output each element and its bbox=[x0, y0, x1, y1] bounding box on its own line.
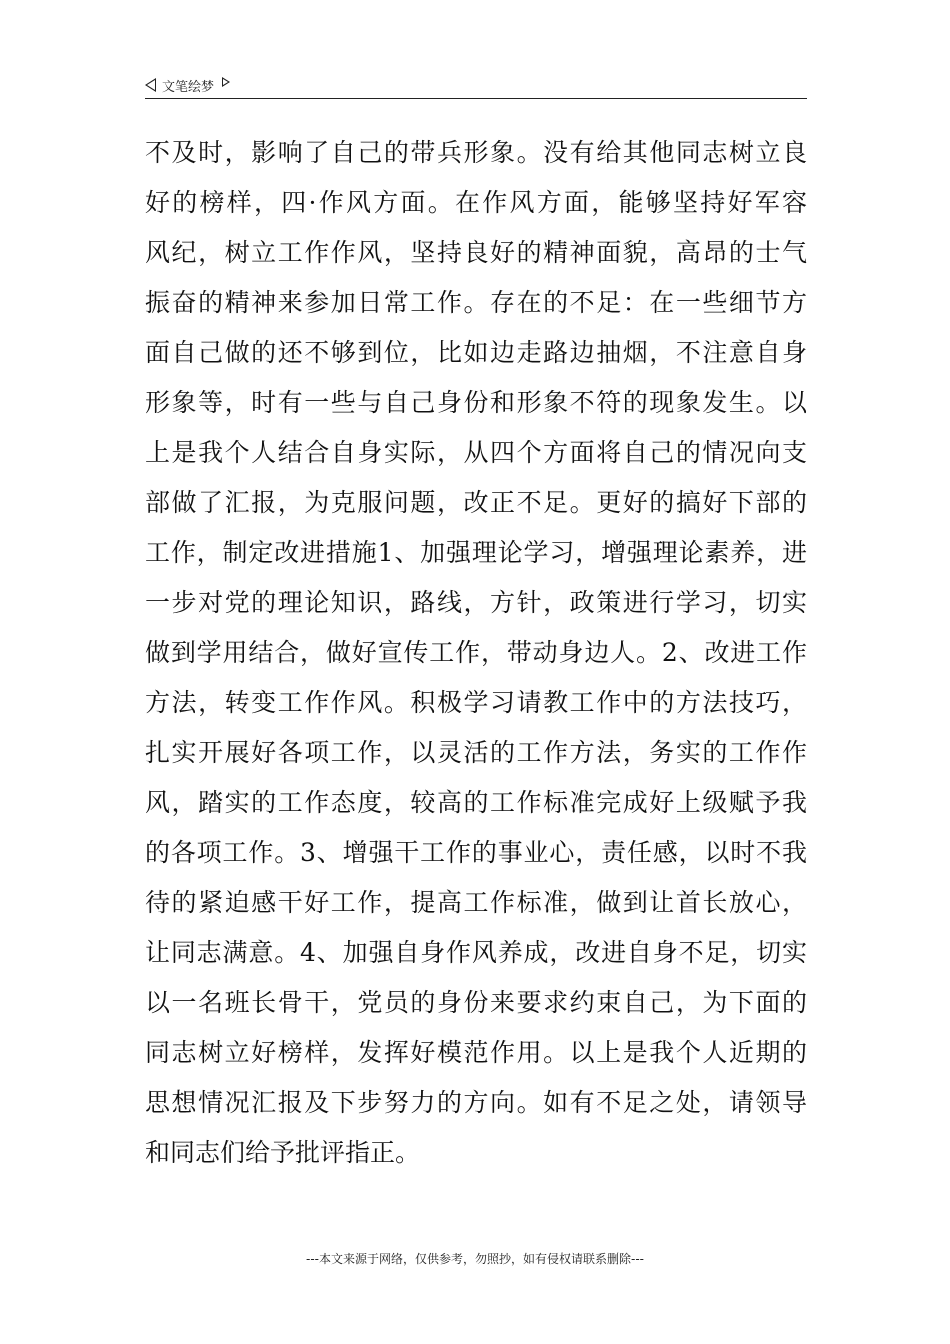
body-line: 和同志们给予批评指正。 bbox=[145, 1138, 421, 1167]
triangle-left-icon bbox=[145, 78, 156, 92]
body-line: 扎实开展好各项工作，以灵活的工作方法，务实的工作作 bbox=[145, 738, 807, 767]
body-line: 形象等，时有一些与自己身份和形象不符的现象发生。以 bbox=[145, 388, 807, 417]
body-line: 一步对党的理论知识，路线，方针，政策进行学习，切实 bbox=[145, 588, 807, 617]
body-line: 振奋的精神来参加日常工作。存在的不足：在一些细节方 bbox=[145, 288, 807, 317]
body-line: 以一名班长骨干，党员的身份来要求约束自己，为下面的 bbox=[145, 988, 807, 1017]
body-line: 不及时，影响了自己的带兵形象。没有给其他同志树立良 bbox=[145, 138, 807, 167]
body-line: 思想情况汇报及下步努力的方向。如有不足之处，请领导 bbox=[145, 1088, 807, 1117]
body-line: 好的榜样，四·作风方面。在作风方面，能够坚持好军容 bbox=[145, 188, 807, 217]
body-line: 上是我个人结合自身实际，从四个方面将自己的情况向支 bbox=[145, 438, 807, 467]
body-line: 风，踏实的工作态度，较高的工作标准完成好上级赋予我 bbox=[145, 788, 807, 817]
triangle-right-icon bbox=[222, 77, 230, 87]
body-line: 风纪，树立工作作风，坚持良好的精神面貌，高昂的士气 bbox=[145, 238, 807, 267]
body-line: 让同志满意。4、加强自身作风养成，改进自身不足，切实 bbox=[145, 938, 807, 967]
body-line: 面自己做的还不够到位，比如边走路边抽烟，不注意自身 bbox=[145, 338, 807, 367]
body-line: 待的紧迫感干好工作，提高工作标准，做到让首长放心， bbox=[145, 888, 807, 917]
body-line: 部做了汇报，为克服问题，改正不足。更好的搞好下部的 bbox=[145, 488, 807, 517]
body-line: 同志树立好榜样，发挥好模范作用。以上是我个人近期的 bbox=[145, 1038, 807, 1067]
body-line: 做到学用结合，做好宣传工作，带动身边人。2、改进工作 bbox=[145, 638, 807, 667]
body-line: 工作，制定改进措施1、加强理论学习，增强理论素养，进 bbox=[145, 538, 807, 567]
document-body bbox=[145, 128, 807, 1178]
body-line: 方法，转变工作作风。积极学习请教工作中的方法技巧， bbox=[145, 688, 807, 717]
body-line: 的各项工作。3、增强干工作的事业心，责任感，以时不我 bbox=[145, 838, 807, 867]
page-header bbox=[145, 72, 807, 99]
footer-notice: ---本文来源于网络，仅供参考，勿照抄，如有侵权请联系删除--- bbox=[306, 1252, 644, 1266]
header-brand: 文笔绘梦 bbox=[162, 79, 215, 95]
